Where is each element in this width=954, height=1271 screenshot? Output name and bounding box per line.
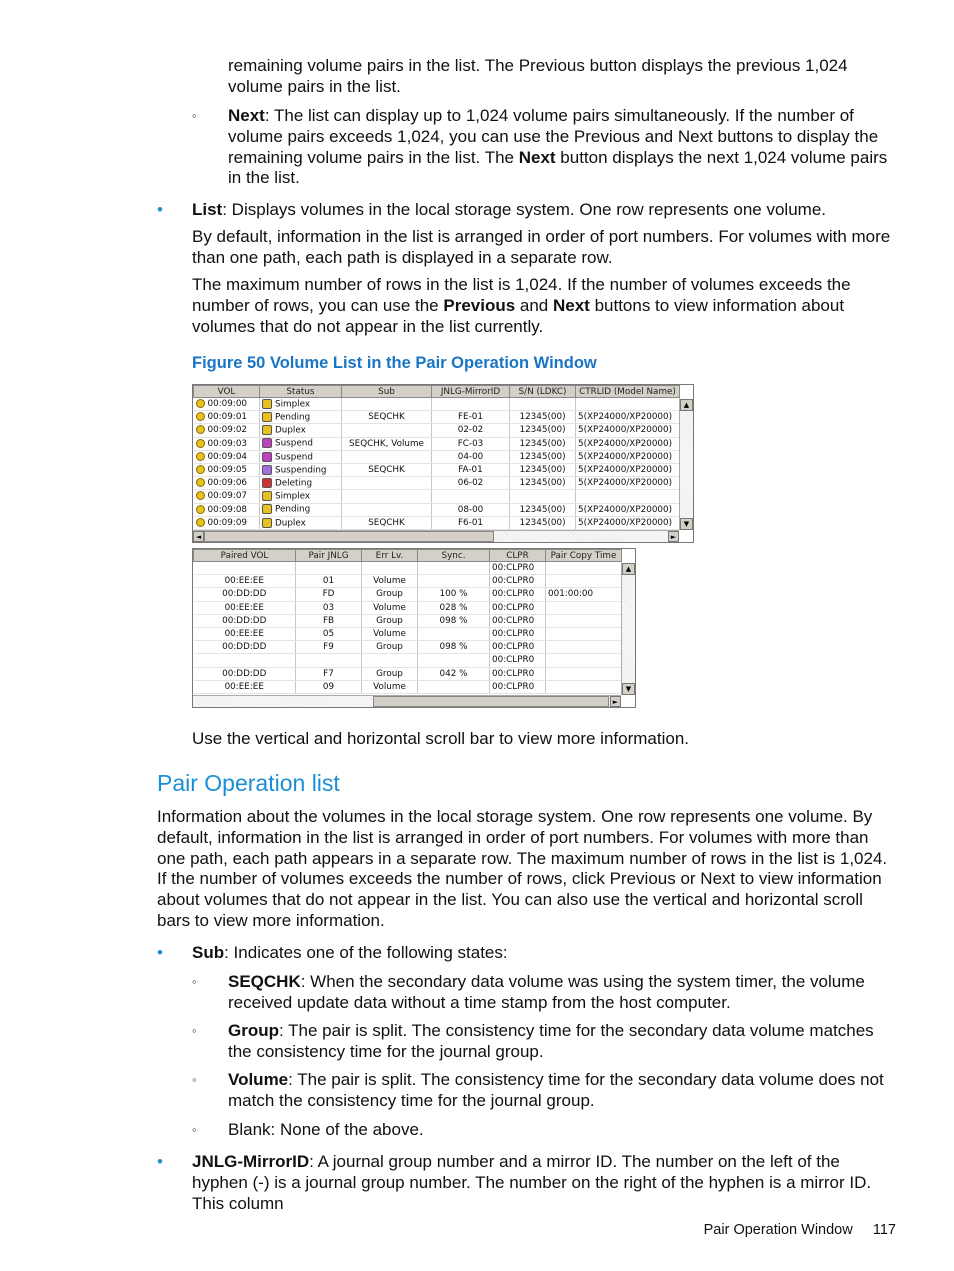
table-cell bbox=[546, 641, 622, 654]
table-cell: 5(XP24000/XP20000) bbox=[576, 477, 680, 490]
table-cell: 5(XP24000/XP20000) bbox=[576, 411, 680, 424]
table-cell: 00:CLPR0 bbox=[490, 654, 546, 667]
table-cell bbox=[418, 654, 490, 667]
term-next-2: Next bbox=[518, 147, 556, 167]
paragraph-volume: Volume: The pair is split. The consistency time for the secondary data volume does not match the consistency time for the journal group. bbox=[228, 1070, 884, 1110]
table-cell: 00:CLPR0 bbox=[490, 680, 546, 693]
footer-title: Pair Operation Window bbox=[703, 1222, 853, 1238]
table-row[interactable] bbox=[194, 437, 680, 450]
table-cell: 12345(00) bbox=[510, 516, 576, 529]
sub-bullet-marker-volume: ◦ bbox=[192, 1072, 197, 1087]
table-cell: 06-02 bbox=[432, 477, 510, 490]
table-cell: Group bbox=[362, 588, 418, 601]
table-cell: Suspending bbox=[260, 463, 342, 476]
table-cell: Suspend bbox=[260, 437, 342, 450]
paragraph-previous-continued: remaining volume pairs in the list. The Previous button displays the previous 1,024 volume pairs in the list. bbox=[228, 56, 848, 96]
bullet-marker-jnlg: • bbox=[157, 1152, 163, 1171]
table-cell: Duplex bbox=[260, 424, 342, 437]
pair-status-icon bbox=[262, 399, 272, 409]
table-cell: Deleting bbox=[260, 477, 342, 490]
table-cell: 042 % bbox=[418, 667, 490, 680]
table-cell: 12345(00) bbox=[510, 437, 576, 450]
table-cell: 100 % bbox=[418, 588, 490, 601]
column-header[interactable]: Err Lv. bbox=[362, 550, 418, 562]
volume-icon bbox=[196, 505, 205, 514]
table-cell: 098 % bbox=[418, 641, 490, 654]
sub-bullet-marker-blank: ◦ bbox=[192, 1122, 197, 1137]
table-cell bbox=[546, 575, 622, 588]
scroll-thumb-2[interactable] bbox=[373, 696, 609, 707]
table-cell bbox=[510, 490, 576, 503]
table-cell: 00:CLPR0 bbox=[490, 667, 546, 680]
table-cell: 5(XP24000/XP20000) bbox=[576, 450, 680, 463]
table-cell bbox=[418, 627, 490, 640]
table-cell: 00:09:05 bbox=[194, 463, 260, 476]
table-cell: 12345(00) bbox=[510, 463, 576, 476]
volume-icon bbox=[196, 425, 205, 434]
volume-icon bbox=[196, 412, 205, 421]
table-cell bbox=[342, 398, 432, 411]
table-cell: 028 % bbox=[418, 601, 490, 614]
scroll-up-button-2[interactable]: ▲ bbox=[622, 563, 635, 575]
volume-icon bbox=[196, 478, 205, 487]
paragraph-section-intro: Information about the volumes in the local storage system. One row represents one volume. By default, information in the list is arranged in order of port numbers. For volumes with more than one path, each path appears in a separate row. The maximum number of rows in the list is 1,024. If the number of volumes exceeds the number of rows, click Previous or Next to view information about volumes that do not appear in the list. You can also use the vertical and horizontal scroll bars to view more information. bbox=[157, 807, 888, 930]
paragraph-group: Group: The pair is split. The consistency time for the secondary data volume matches the consistency time for the journal group. bbox=[228, 1021, 874, 1061]
table-cell bbox=[510, 398, 576, 411]
pair-list-table[interactable] bbox=[192, 548, 636, 708]
table-row[interactable] bbox=[194, 562, 622, 575]
table-cell: Volume bbox=[362, 627, 418, 640]
table-cell bbox=[576, 490, 680, 503]
table-cell: Group bbox=[362, 667, 418, 680]
table-row[interactable] bbox=[194, 490, 680, 503]
volume-icon bbox=[196, 399, 205, 408]
page-number: 117 bbox=[872, 1222, 896, 1238]
table-cell: FC-03 bbox=[432, 437, 510, 450]
table-cell: 12345(00) bbox=[510, 450, 576, 463]
table-cell bbox=[194, 654, 296, 667]
table-cell: 00:09:07 bbox=[194, 490, 260, 503]
paragraph-list-maximum: The maximum number of rows in the list is 1,024. If the number of volumes exceeds the number of rows, you can use the Previous and Next buttons to view information about volumes that do not appear in the list currently. bbox=[192, 275, 851, 336]
sub-bullet-marker-seqchk: ◦ bbox=[192, 974, 197, 989]
table-row[interactable] bbox=[194, 654, 622, 667]
scroll-right-button-2[interactable]: ► bbox=[610, 696, 621, 707]
pair-status-icon bbox=[262, 478, 272, 488]
table-cell: 00:09:03 bbox=[194, 437, 260, 450]
pair-status-icon bbox=[262, 465, 272, 475]
sub-bullet-marker-group: ◦ bbox=[192, 1023, 197, 1038]
table-cell: 00:CLPR0 bbox=[490, 641, 546, 654]
table-row[interactable] bbox=[194, 463, 680, 476]
table-cell: Duplex bbox=[260, 516, 342, 529]
section-heading: Pair Operation list bbox=[157, 770, 340, 796]
table-cell: 12345(00) bbox=[510, 411, 576, 424]
table-cell bbox=[418, 562, 490, 575]
table-cell bbox=[546, 601, 622, 614]
table-cell: Simplex bbox=[260, 398, 342, 411]
table-cell: Suspend bbox=[260, 450, 342, 463]
table-row[interactable] bbox=[194, 575, 622, 588]
pair-status-icon bbox=[262, 425, 272, 435]
column-header[interactable]: S/N (LDKC) bbox=[510, 386, 576, 398]
table-cell: 03 bbox=[296, 601, 362, 614]
table-row[interactable] bbox=[194, 601, 622, 614]
paragraph-sub: Sub: Indicates one of the following states: bbox=[192, 943, 508, 962]
table-cell bbox=[342, 424, 432, 437]
table-cell: SEQCHK bbox=[342, 411, 432, 424]
column-header[interactable]: Sync. bbox=[418, 550, 490, 562]
table-cell: 00:09:02 bbox=[194, 424, 260, 437]
table-cell bbox=[296, 654, 362, 667]
table-cell: 12345(00) bbox=[510, 424, 576, 437]
column-header[interactable]: Sub bbox=[342, 386, 432, 398]
table-cell bbox=[342, 477, 432, 490]
table-cell: 00:DD:DD bbox=[194, 641, 296, 654]
figure-caption: Figure 50 Volume List in the Pair Operation Window bbox=[192, 354, 597, 372]
table-cell: 04-00 bbox=[432, 450, 510, 463]
table-cell: 05 bbox=[296, 627, 362, 640]
table-row[interactable] bbox=[194, 680, 622, 693]
table-cell: SEQCHK bbox=[342, 516, 432, 529]
column-header[interactable]: Paired VOL bbox=[194, 550, 296, 562]
table-row[interactable] bbox=[194, 398, 680, 411]
volume-icon bbox=[196, 491, 205, 500]
term-next: Next bbox=[228, 106, 265, 125]
table-cell: FB bbox=[296, 614, 362, 627]
table-cell bbox=[418, 680, 490, 693]
volume-list-table[interactable] bbox=[192, 384, 694, 543]
volume-icon bbox=[196, 518, 205, 527]
column-header[interactable]: Status bbox=[260, 386, 342, 398]
scroll-thumb[interactable] bbox=[204, 531, 494, 542]
table-cell bbox=[432, 398, 510, 411]
table-cell: 5(XP24000/XP20000) bbox=[576, 424, 680, 437]
table-cell: 00:EE:EE bbox=[194, 601, 296, 614]
pair-status-icon bbox=[262, 412, 272, 422]
table-cell: 00:EE:EE bbox=[194, 627, 296, 640]
table-cell bbox=[362, 562, 418, 575]
table-row[interactable] bbox=[194, 614, 622, 627]
table-cell: 09 bbox=[296, 680, 362, 693]
table-cell: 00:CLPR0 bbox=[490, 614, 546, 627]
volume-icon bbox=[196, 439, 205, 448]
paragraph-seqchk: SEQCHK: When the secondary data volume was using the system timer, the volume received update data without a time stamp from the host computer. bbox=[228, 972, 865, 1012]
table-cell: Volume bbox=[362, 575, 418, 588]
paragraph-scroll-note: Use the vertical and horizontal scroll bar to view more information. bbox=[192, 729, 689, 748]
table-row[interactable] bbox=[194, 641, 622, 654]
table-cell: FA-01 bbox=[432, 463, 510, 476]
paragraph-list: List: Displays volumes in the local storage system. One row represents one volume. bbox=[192, 200, 826, 219]
table-row[interactable] bbox=[194, 516, 680, 529]
scroll-up-button[interactable]: ▲ bbox=[680, 399, 693, 411]
table-cell bbox=[342, 490, 432, 503]
table-cell bbox=[546, 614, 622, 627]
table-cell: F7 bbox=[296, 667, 362, 680]
table-cell: SEQCHK, Volume bbox=[342, 437, 432, 450]
table-cell: 12345(00) bbox=[510, 477, 576, 490]
table-cell bbox=[546, 680, 622, 693]
table-cell: 01 bbox=[296, 575, 362, 588]
table-cell: 12345(00) bbox=[510, 503, 576, 516]
column-header[interactable]: CTRLID (Model Name) bbox=[576, 386, 680, 398]
table-cell: 00:09:01 bbox=[194, 411, 260, 424]
table-cell bbox=[342, 450, 432, 463]
table-row[interactable] bbox=[194, 588, 622, 601]
table-cell: F6-01 bbox=[432, 516, 510, 529]
table-cell bbox=[194, 562, 296, 575]
horizontal-scrollbar[interactable] bbox=[193, 530, 679, 542]
table-cell: F9 bbox=[296, 641, 362, 654]
column-header[interactable]: JNLG-MirrorID bbox=[432, 386, 510, 398]
column-header[interactable]: VOL bbox=[194, 386, 260, 398]
table-cell bbox=[432, 490, 510, 503]
table-row[interactable] bbox=[194, 503, 680, 516]
table-cell bbox=[576, 398, 680, 411]
table-cell: 00:CLPR0 bbox=[490, 575, 546, 588]
table-cell bbox=[546, 562, 622, 575]
table-cell: 00:09:00 bbox=[194, 398, 260, 411]
scroll-left-button[interactable]: ◄ bbox=[193, 531, 204, 542]
table-cell: Volume bbox=[362, 601, 418, 614]
table-cell: 00:CLPR0 bbox=[490, 588, 546, 601]
table-cell: 5(XP24000/XP20000) bbox=[576, 516, 680, 529]
pair-status-icon bbox=[262, 452, 272, 462]
table-cell: 00:EE:EE bbox=[194, 680, 296, 693]
bullet-marker-sub: • bbox=[157, 943, 163, 962]
table-cell: FD bbox=[296, 588, 362, 601]
pair-status-icon bbox=[262, 504, 272, 514]
table-cell: Pending bbox=[260, 503, 342, 516]
table-cell: 5(XP24000/XP20000) bbox=[576, 463, 680, 476]
table-cell bbox=[546, 627, 622, 640]
column-header[interactable]: Pair JNLG bbox=[296, 550, 362, 562]
sub-bullet-marker: ◦ bbox=[192, 108, 197, 123]
table-row[interactable] bbox=[194, 627, 622, 640]
table-cell: 00:DD:DD bbox=[194, 667, 296, 680]
table-cell: 00:DD:DD bbox=[194, 614, 296, 627]
volume-icon bbox=[196, 465, 205, 474]
table-cell: FE-01 bbox=[432, 411, 510, 424]
table-row[interactable] bbox=[194, 477, 680, 490]
pair-status-icon bbox=[262, 518, 272, 528]
table-cell: 00:09:09 bbox=[194, 516, 260, 529]
table-cell: 001:00:00 bbox=[546, 588, 622, 601]
table-row[interactable] bbox=[194, 450, 680, 463]
table-cell: Simplex bbox=[260, 490, 342, 503]
table-cell: 098 % bbox=[418, 614, 490, 627]
vertical-scrollbar[interactable] bbox=[679, 399, 693, 530]
table-cell: 00:CLPR0 bbox=[490, 627, 546, 640]
table-cell: SEQCHK bbox=[342, 463, 432, 476]
table-cell: 00:CLPR0 bbox=[490, 562, 546, 575]
paragraph-next-button: Next: The list can display up to 1,024 volume pairs simultaneously. If the number of volume pairs exceeds 1,024, you can use the Previous and Next buttons to display the remaining volume pairs in the list. The Next button displays the next 1,024 volume pairs in the list. bbox=[228, 106, 888, 188]
table-cell bbox=[546, 667, 622, 680]
term-list: List bbox=[192, 200, 223, 219]
table-cell bbox=[296, 562, 362, 575]
bullet-marker: • bbox=[157, 200, 163, 219]
pair-status-icon bbox=[262, 491, 272, 501]
table-cell: 5(XP24000/XP20000) bbox=[576, 503, 680, 516]
table-cell: 08-00 bbox=[432, 503, 510, 516]
column-header[interactable]: CLPR bbox=[490, 550, 546, 562]
table-row[interactable] bbox=[194, 424, 680, 437]
table-cell: 00:CLPR0 bbox=[490, 601, 546, 614]
table-cell: 02-02 bbox=[432, 424, 510, 437]
table-cell: Pending bbox=[260, 411, 342, 424]
table-cell: 00:09:08 bbox=[194, 503, 260, 516]
table-cell bbox=[546, 654, 622, 667]
table-row[interactable] bbox=[194, 411, 680, 424]
table-cell: 00:09:06 bbox=[194, 477, 260, 490]
scroll-down-button-2[interactable]: ▼ bbox=[622, 683, 635, 695]
table-row[interactable] bbox=[194, 667, 622, 680]
column-header[interactable]: Pair Copy Time bbox=[546, 550, 622, 562]
table-cell: 00:EE:EE bbox=[194, 575, 296, 588]
pair-status-icon bbox=[262, 438, 272, 448]
table-cell: Volume bbox=[362, 680, 418, 693]
volume-icon bbox=[196, 452, 205, 461]
horizontal-scrollbar-2[interactable] bbox=[193, 695, 621, 707]
table-cell: Group bbox=[362, 641, 418, 654]
vertical-scrollbar-2[interactable] bbox=[621, 563, 635, 695]
table-cell: Group bbox=[362, 614, 418, 627]
paragraph-blank: Blank: None of the above. bbox=[228, 1120, 424, 1139]
table-cell: 00:DD:DD bbox=[194, 588, 296, 601]
table-cell: 00:09:04 bbox=[194, 450, 260, 463]
page-footer bbox=[600, 1222, 896, 1238]
scroll-down-button[interactable]: ▼ bbox=[680, 518, 693, 530]
table-cell: 5(XP24000/XP20000) bbox=[576, 437, 680, 450]
table-cell bbox=[418, 575, 490, 588]
paragraph-jnlg-mirrorid: JNLG-MirrorID: A journal group number and a mirror ID. The number on the left of the hyphen (-) is a journal group number. The number on the right of the hyphen is a mirror ID. This column bbox=[192, 1152, 872, 1213]
table-cell bbox=[342, 503, 432, 516]
paragraph-list-default: By default, information in the list is arranged in order of port numbers. For volumes with more than one path, each path is displayed in a separate row. bbox=[192, 227, 891, 267]
scroll-right-button[interactable]: ► bbox=[668, 531, 679, 542]
table-cell bbox=[362, 654, 418, 667]
